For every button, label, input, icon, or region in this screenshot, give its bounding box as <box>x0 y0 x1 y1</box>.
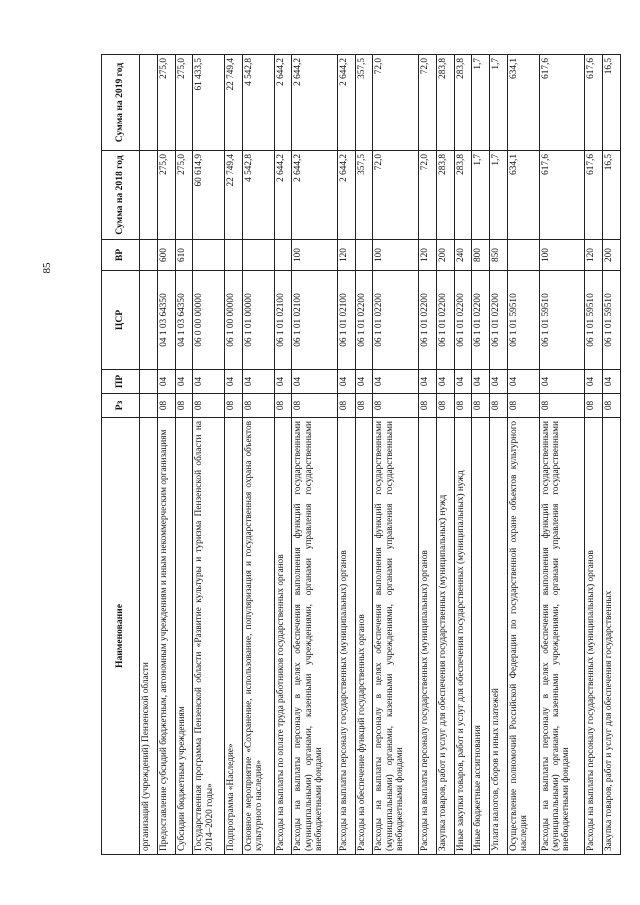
rz-cell: 08 <box>418 394 436 418</box>
table-row <box>292 55 337 855</box>
col-header-sum-2018: Сумма на 2018 год <box>102 151 140 240</box>
name-cell: Иные закупки товаров, работ и услуг для обеспечения государственных (муниципальных) нужд <box>454 418 472 855</box>
table-row <box>225 55 243 855</box>
sum-2018-cell: 2 644,2 <box>337 151 355 240</box>
csr-cell: 06 1 01 02100 <box>292 271 337 370</box>
sum-2018-cell: 283,8 <box>436 151 454 240</box>
table-row <box>193 55 225 855</box>
csr-cell: 06 1 01 59510 <box>539 271 584 370</box>
sum-2018-cell: 22 749,4 <box>225 151 243 240</box>
name-cell: Расходы на выплаты персоналу государственных (муниципальных) органов <box>337 418 355 855</box>
pr-cell: 04 <box>418 370 436 394</box>
name-cell: Расходы на выплаты персоналу государственных (муниципальных) органов <box>418 418 436 855</box>
vr-cell: 120 <box>418 240 436 271</box>
csr-cell: 06 1 01 02100 <box>274 271 292 370</box>
pr-cell: 04 <box>225 370 243 394</box>
sum-2018-cell: 617,6 <box>539 151 584 240</box>
csr-cell: 06 1 01 02200 <box>472 271 490 370</box>
rz-cell: 08 <box>490 394 508 418</box>
vr-cell <box>140 240 158 271</box>
vr-cell <box>242 240 274 271</box>
pr-cell: 04 <box>508 370 540 394</box>
rz-cell: 08 <box>292 394 337 418</box>
pr-cell: 04 <box>490 370 508 394</box>
sum-2018-cell: 617,6 <box>585 151 603 240</box>
sum-2018-cell: 275,0 <box>157 151 175 240</box>
table-row <box>337 55 355 855</box>
rz-cell: 08 <box>373 394 418 418</box>
vr-cell: 600 <box>157 240 175 271</box>
sum-2019-cell: 634,1 <box>508 55 540 151</box>
csr-cell: 06 1 01 02100 <box>337 271 355 370</box>
vr-cell <box>225 240 243 271</box>
sum-2019-cell: 16,5 <box>602 55 620 151</box>
csr-cell: 06 0 00 00000 <box>193 271 225 370</box>
rz-cell: 08 <box>585 394 603 418</box>
sum-2018-cell: 2 644,2 <box>274 151 292 240</box>
col-header-vr: ВР <box>102 240 140 271</box>
sum-2019-cell: 22 749,4 <box>225 55 243 151</box>
table-row <box>274 55 292 855</box>
rz-cell: 08 <box>436 394 454 418</box>
csr-cell: 06 1 01 59510 <box>585 271 603 370</box>
csr-cell: 06 1 00 00000 <box>225 271 243 370</box>
sum-2019-cell: 617,6 <box>585 55 603 151</box>
name-cell: Расходы на обеспечение функций государственных органов <box>355 418 373 855</box>
col-header-rz: Рз <box>102 394 140 418</box>
sum-2019-cell: 2 644,2 <box>337 55 355 151</box>
vr-cell: 240 <box>454 240 472 271</box>
rz-cell: 08 <box>472 394 490 418</box>
table-row <box>140 55 158 855</box>
sum-2019-cell: 1,7 <box>472 55 490 151</box>
rz-cell: 08 <box>508 394 540 418</box>
name-cell: Расходы на выплаты персоналу в целях обеспечения выполнения функций государственными (муниципальными) органами, казенными учреждениями, органами управления государственными внебюджетными фондами <box>539 418 584 855</box>
sum-2018-cell: 634,1 <box>508 151 540 240</box>
vr-cell: 100 <box>292 240 337 271</box>
csr-cell: 06 1 01 59510 <box>602 271 620 370</box>
sum-2018-cell: 60 614,9 <box>193 151 225 240</box>
name-cell: Субсидии бюджетным учреждениям <box>175 418 193 855</box>
budget-table <box>101 54 621 855</box>
sum-2018-cell <box>140 151 158 240</box>
sum-2018-cell: 2 644,2 <box>292 151 337 240</box>
rz-cell: 08 <box>539 394 584 418</box>
table-row <box>585 55 603 855</box>
sum-2018-cell: 4 542,8 <box>242 151 274 240</box>
pr-cell: 04 <box>193 370 225 394</box>
rz-cell: 08 <box>175 394 193 418</box>
pr-cell: 04 <box>373 370 418 394</box>
rz-cell: 08 <box>242 394 274 418</box>
sum-2018-cell: 357,5 <box>355 151 373 240</box>
col-header-pr: ПР <box>102 370 140 394</box>
table-row <box>539 55 584 855</box>
pr-cell: 04 <box>242 370 274 394</box>
rz-cell: 08 <box>193 394 225 418</box>
pr-cell: 04 <box>539 370 584 394</box>
sum-2019-cell: 617,6 <box>539 55 584 151</box>
pr-cell: 04 <box>436 370 454 394</box>
name-cell: Осуществление полномочий Российской Федерации по государственной охране объектов культурного наследия <box>508 418 540 855</box>
csr-cell: 04 1 03 64350 <box>175 271 193 370</box>
sum-2018-cell: 16,5 <box>602 151 620 240</box>
sum-2018-cell: 72,0 <box>373 151 418 240</box>
table-row <box>157 55 175 855</box>
col-header-csr: ЦСР <box>102 271 140 370</box>
rz-cell: 08 <box>454 394 472 418</box>
table-row <box>373 55 418 855</box>
rz-cell: 08 <box>157 394 175 418</box>
sum-2019-cell: 4 542,8 <box>242 55 274 151</box>
rotated-page <box>101 55 621 855</box>
pr-cell: 04 <box>274 370 292 394</box>
pr-cell: 04 <box>585 370 603 394</box>
sum-2019-cell: 2 644,2 <box>274 55 292 151</box>
table-row <box>175 55 193 855</box>
vr-cell: 200 <box>436 240 454 271</box>
table-row <box>454 55 472 855</box>
rz-cell <box>140 394 158 418</box>
table-row <box>602 55 620 855</box>
vr-cell <box>274 240 292 271</box>
csr-cell: 06 1 01 02200 <box>490 271 508 370</box>
name-cell: Основное мероприятие «Сохранение, использование, популяризация и государственная охрана объектов культурного наследия» <box>242 418 274 855</box>
table-body <box>140 55 621 855</box>
sum-2019-cell: 61 433,5 <box>193 55 225 151</box>
sum-2019-cell: 283,8 <box>454 55 472 151</box>
name-cell: Закупка товаров, работ и услуг для обеспечения государственных <box>602 418 620 855</box>
sum-2019-cell: 72,0 <box>373 55 418 151</box>
sum-2018-cell: 275,0 <box>175 151 193 240</box>
csr-cell: 04 1 03 64350 <box>157 271 175 370</box>
csr-cell: 06 1 01 02200 <box>436 271 454 370</box>
pr-cell: 04 <box>337 370 355 394</box>
name-cell: Государственная программа Пензенской области «Развитие культуры и туризма Пензенской области на 2014–2020 годы» <box>193 418 225 855</box>
pr-cell: 04 <box>355 370 373 394</box>
csr-cell: 06 1 01 02200 <box>373 271 418 370</box>
page-number: 85 <box>41 262 53 274</box>
sum-2019-cell: 283,8 <box>436 55 454 151</box>
name-cell: Расходы на выплаты персоналу в целях обеспечения выполнения функций государственными (муниципальными) органами, казенными учреждениями, органами управления государственными внебюджетными фондами <box>292 418 337 855</box>
vr-cell: 120 <box>337 240 355 271</box>
pr-cell: 04 <box>472 370 490 394</box>
vr-cell <box>508 240 540 271</box>
name-cell: Расходы на выплаты персоналу в целях обеспечения выполнения функций государственными (муниципальными) органами, казенными учреждениями, органами управления государственными внебюджетными фондами <box>373 418 418 855</box>
name-cell: Расходы на выплаты персоналу государственных (муниципальных) органов <box>585 418 603 855</box>
sum-2018-cell: 1,7 <box>490 151 508 240</box>
vr-cell: 200 <box>602 240 620 271</box>
name-cell: Иные бюджетные ассигнования <box>472 418 490 855</box>
pr-cell: 04 <box>157 370 175 394</box>
table-row <box>436 55 454 855</box>
sum-2019-cell: 357,5 <box>355 55 373 151</box>
pr-cell: 04 <box>454 370 472 394</box>
csr-cell <box>140 271 158 370</box>
name-cell: Расходы на выплаты по оплате труда работников государственных органов <box>274 418 292 855</box>
col-header-sum-2019: Сумма на 2019 год <box>102 55 140 151</box>
vr-cell: 120 <box>585 240 603 271</box>
sum-2018-cell: 1,7 <box>472 151 490 240</box>
rz-cell: 08 <box>274 394 292 418</box>
vr-cell: 610 <box>175 240 193 271</box>
rz-cell: 08 <box>337 394 355 418</box>
vr-cell: 100 <box>539 240 584 271</box>
name-cell: организаций (учреждений) Пензенской области <box>140 418 158 855</box>
table-row <box>418 55 436 855</box>
sum-2019-cell <box>140 55 158 151</box>
vr-cell: 850 <box>490 240 508 271</box>
sum-2019-cell: 72,0 <box>418 55 436 151</box>
rz-cell: 08 <box>602 394 620 418</box>
csr-cell: 06 1 01 02200 <box>454 271 472 370</box>
vr-cell: 800 <box>472 240 490 271</box>
vr-cell: 100 <box>373 240 418 271</box>
sum-2019-cell: 275,0 <box>175 55 193 151</box>
name-cell: Уплата налогов, сборов и иных платежей <box>490 418 508 855</box>
table-row <box>355 55 373 855</box>
pr-cell: 04 <box>292 370 337 394</box>
sum-2018-cell: 72,0 <box>418 151 436 240</box>
csr-cell: 06 1 01 00000 <box>242 271 274 370</box>
vr-cell <box>355 240 373 271</box>
name-cell: Подпрограмма «Наследие» <box>225 418 243 855</box>
rz-cell: 08 <box>355 394 373 418</box>
sum-2019-cell: 1,7 <box>490 55 508 151</box>
pr-cell: 04 <box>602 370 620 394</box>
table-header-row <box>102 55 140 855</box>
pr-cell <box>140 370 158 394</box>
sum-2019-cell: 2 644,2 <box>292 55 337 151</box>
vr-cell <box>193 240 225 271</box>
table-row <box>508 55 540 855</box>
name-cell: Закупка товаров, работ и услуг для обеспечения государственных (муниципальных) нужд <box>436 418 454 855</box>
csr-cell: 06 1 01 02200 <box>355 271 373 370</box>
pr-cell: 04 <box>175 370 193 394</box>
rz-cell: 08 <box>225 394 243 418</box>
table-row <box>490 55 508 855</box>
col-header-name: Наименование <box>102 418 140 855</box>
csr-cell: 06 1 01 59510 <box>508 271 540 370</box>
name-cell: Предоставление субсидий бюджетным, автономным учреждениям и иным некоммерческим организациям <box>157 418 175 855</box>
sum-2019-cell: 275,0 <box>157 55 175 151</box>
sum-2018-cell: 283,8 <box>454 151 472 240</box>
table-row <box>472 55 490 855</box>
csr-cell: 06 1 01 02200 <box>418 271 436 370</box>
table-row <box>242 55 274 855</box>
